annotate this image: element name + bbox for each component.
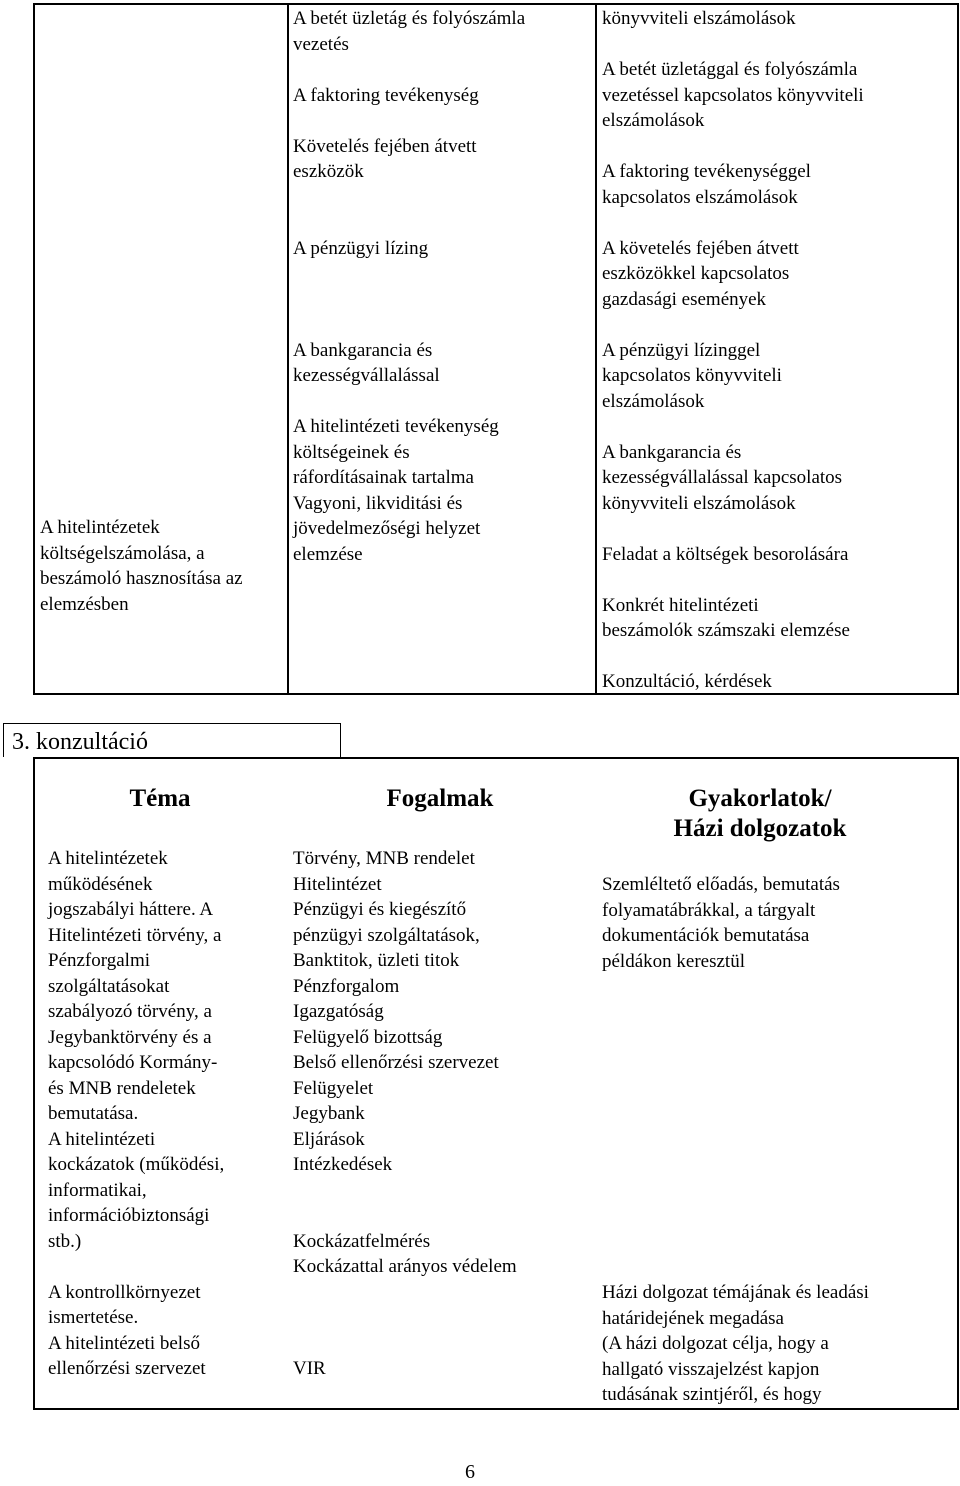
- header-tema: Téma: [129, 785, 191, 812]
- section-title: 3. konzultáció: [12, 729, 148, 755]
- text-line: jövedelmezőségi helyzet: [293, 518, 481, 539]
- text-line: Kockázatfelmérés: [293, 1230, 431, 1252]
- text-line: A betét üzletág és folyószámla: [293, 8, 526, 29]
- text-line: működésének: [48, 873, 153, 895]
- text-line: ismertetése.: [48, 1307, 139, 1328]
- text-line: Banktitok, üzleti titok: [293, 950, 460, 971]
- table2-border-right: [957, 757, 959, 1410]
- text-line: kockázatok (működési,: [48, 1154, 225, 1175]
- text-line: A hitelintézeti belső: [48, 1332, 200, 1354]
- text-line: beszámolók számszaki elemzése: [602, 620, 850, 641]
- table2-gyak-bottom: [602, 1280, 954, 1408]
- text-line: Kockázattal arányos védelem: [293, 1256, 517, 1277]
- text-line: tudásának szintjéről, és hogy: [602, 1384, 822, 1405]
- text-line: elemzése: [293, 543, 363, 565]
- text-line: A bankgarancia és: [602, 441, 742, 463]
- table2-border-left: [33, 757, 35, 1410]
- text-line: szabályozó törvény, a: [48, 1001, 212, 1022]
- text-line: és MNB rendeletek: [48, 1077, 196, 1099]
- text-line: Pénzforgalmi: [48, 950, 151, 971]
- col3-group-6: [602, 440, 954, 517]
- text-line: Konzultáció, kérdések: [602, 671, 772, 692]
- table1-divider-1: [287, 3, 289, 695]
- text-line: Vagyoni, likviditási és: [293, 492, 463, 514]
- text-line: A faktoring tevékenység: [293, 84, 479, 106]
- table1-border-right: [957, 3, 959, 695]
- text-line: szolgáltatásokat: [48, 975, 170, 997]
- col2-group-4: [293, 236, 593, 262]
- text-line: Felügyelő bizottság: [293, 1026, 443, 1048]
- col3-group-1: [602, 6, 954, 32]
- text-line: Követelés fejében átvett: [293, 135, 477, 157]
- text-line: A pénzügyi lízing: [293, 237, 429, 259]
- text-line: Eljárások: [293, 1128, 365, 1150]
- table2-border-top: [33, 757, 959, 759]
- text-line: határidejének megadása: [602, 1307, 784, 1329]
- table1-divider-2: [595, 3, 597, 695]
- text-line: eszközök: [293, 161, 364, 182]
- text-line: Jegybank: [293, 1103, 365, 1124]
- text-line: könyvviteli elszámolások: [602, 492, 796, 514]
- text-line: vezetés: [293, 33, 349, 55]
- text-line: könyvviteli elszámolások: [602, 8, 796, 29]
- col2-group-1: [293, 6, 593, 57]
- table2-gyak-top: [602, 872, 954, 974]
- text-line: A faktoring tevékenységgel: [602, 161, 811, 182]
- col2-group-6: [293, 414, 593, 567]
- text-line: kezességvállalással kapcsolatos: [602, 467, 843, 488]
- text-line: A kontrollkörnyezet: [48, 1281, 201, 1303]
- text-line: ellenőrzési szervezet: [48, 1358, 206, 1379]
- col3-group-7: [602, 542, 954, 568]
- text-line: jogszabályi háttere. A: [48, 899, 214, 920]
- text-line: kapcsolatos könyvviteli: [602, 365, 782, 386]
- table1-col3: [602, 6, 954, 695]
- text-line: A bankgarancia és: [293, 339, 433, 361]
- text-line: eszközökkel kapcsolatos: [602, 263, 790, 284]
- table1-topic: A hitelintézetek költségelszámolása, a beszámoló hasznosítása az elemzésben: [40, 517, 243, 615]
- text-line: Jegybanktörvény és a: [48, 1026, 212, 1048]
- text-line: Szemléltető előadás, bemutatás: [602, 874, 840, 895]
- text-line: A pénzügyi lízinggel: [602, 339, 761, 361]
- text-line: elszámolások: [602, 110, 705, 131]
- text-line: Intézkedések: [293, 1154, 393, 1175]
- page-number: 6: [465, 1461, 475, 1483]
- section-title-box: [3, 723, 341, 757]
- text-line: Feladat a költségek besorolására: [602, 543, 849, 565]
- text-line: Törvény, MNB rendelet: [293, 848, 475, 869]
- text-line: kapcsolatos elszámolások: [602, 186, 798, 208]
- text-line: Hitelintézeti törvény, a: [48, 924, 222, 946]
- text-line: Pénzügyi és kiegészítő: [293, 899, 467, 920]
- text-line: elszámolások: [602, 390, 705, 412]
- text-line: stb.): [48, 1230, 82, 1252]
- text-line: A hitelintézetek: [48, 848, 168, 869]
- text-line: hallgató visszajelzést kapjon: [602, 1358, 820, 1380]
- col3-group-5: [602, 338, 954, 415]
- text-line: bemutatása.: [48, 1103, 139, 1124]
- text-line: dokumentációk bemutatása: [602, 925, 810, 946]
- text-line: informatikai,: [48, 1179, 147, 1201]
- table2-fogalmak-col: [293, 846, 593, 1382]
- text-line: Pénzforgalom: [293, 975, 400, 997]
- col3-group-2: [602, 57, 954, 134]
- text-line: Felügyelet: [293, 1077, 374, 1099]
- text-line: A hitelintézeti: [48, 1128, 156, 1150]
- text-line: A hitelintézeti tevékenység: [293, 416, 499, 437]
- text-line: kapcsolódó Kormány-: [48, 1052, 218, 1073]
- col3-group-9: [602, 669, 954, 695]
- text-line: (A házi dolgozat célja, hogy a: [602, 1333, 829, 1354]
- text-line: A betét üzletággal és folyószámla: [602, 59, 858, 80]
- col3-group-8: [602, 593, 954, 644]
- table1-border-top: [33, 3, 959, 5]
- text-line: információbiztonsági: [48, 1205, 210, 1226]
- text-line: A követelés fejében átvett: [602, 237, 799, 259]
- col3-group-3: [602, 159, 954, 210]
- text-line: pénzügyi szolgáltatások,: [293, 924, 480, 946]
- header-gyakorlatok: Gyakorlatok/ Házi dolgozatok: [673, 785, 847, 842]
- table1-col2: [293, 6, 593, 567]
- text-line: Konkrét hitelintézeti: [602, 594, 759, 616]
- col3-group-4: [602, 236, 954, 313]
- text-line: vezetéssel kapcsolatos könyvviteli: [602, 84, 864, 106]
- text-line: Házi dolgozat témájának és leadási: [602, 1282, 869, 1303]
- table2-border-bottom: [33, 1408, 959, 1410]
- text-line: VIR: [293, 1358, 326, 1379]
- text-line: gazdasági események: [602, 288, 767, 310]
- table1-border-left: [33, 3, 35, 695]
- text-line: Hitelintézet: [293, 873, 382, 895]
- col2-group-2: [293, 83, 593, 109]
- text-line: kezességvállalással: [293, 365, 440, 386]
- header-fogalmak: Fogalmak: [386, 785, 494, 812]
- text-line: ráfordításainak tartalma: [293, 467, 474, 488]
- text-line: Igazgatóság: [293, 1001, 384, 1022]
- text-line: folyamatábrákkal, a tárgyalt: [602, 899, 816, 921]
- text-line: példákon keresztül: [602, 950, 745, 972]
- text-line: költségeinek és: [293, 441, 410, 463]
- col2-group-5: [293, 338, 593, 389]
- text-line: Belső ellenőrzési szervezet: [293, 1052, 499, 1073]
- col2-group-3: [293, 134, 593, 185]
- table2-tema-col: [48, 846, 286, 1382]
